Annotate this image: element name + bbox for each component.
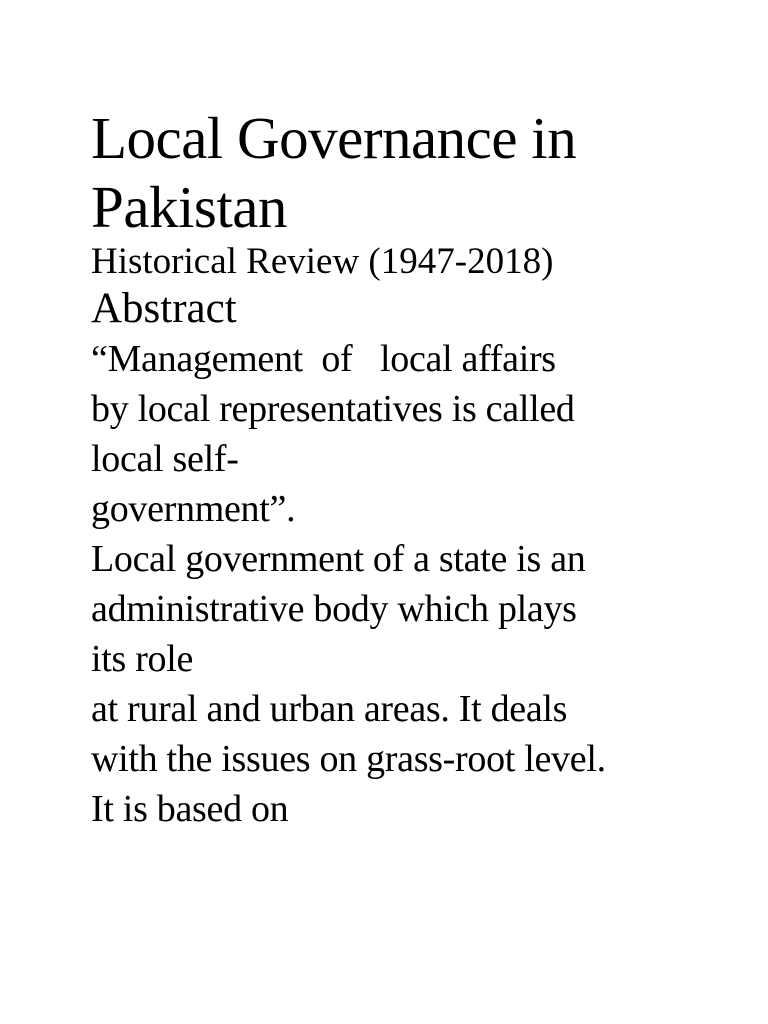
body-line: by local representatives is called	[91, 388, 575, 430]
body-line: government”.	[91, 488, 296, 530]
body-line: at rural and urban areas. It deals	[91, 688, 568, 730]
body-line: its role	[91, 638, 194, 680]
body-line: administrative body which plays	[91, 588, 577, 630]
document-content	[91, 104, 751, 834]
document-subtitle: Historical Review (1947-2018)	[91, 241, 554, 282]
body-line: “Management of local affairs	[91, 338, 556, 380]
body-line: with the issues on grass-root level.	[91, 738, 606, 780]
abstract-heading: Abstract	[91, 285, 237, 332]
document-title	[91, 104, 751, 242]
title-line: Pakistan	[91, 174, 287, 240]
title-line: Local Governance in	[91, 105, 577, 171]
body-line: local self-	[91, 438, 239, 480]
body-line: Local government of a state is an	[91, 538, 586, 580]
body-line: It is based on	[91, 788, 289, 830]
abstract-body	[91, 334, 751, 834]
